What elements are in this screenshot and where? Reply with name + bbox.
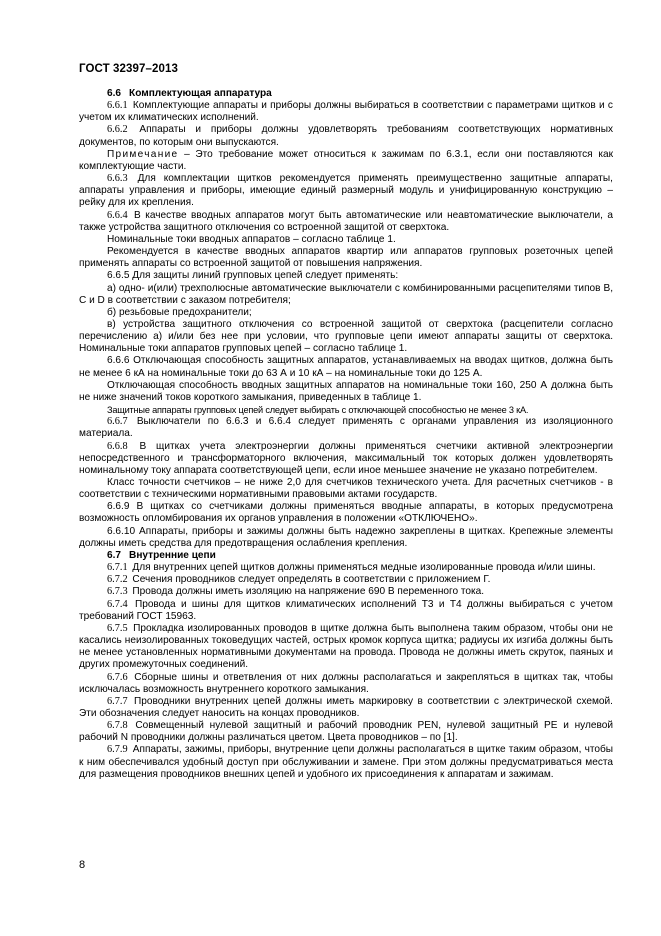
- clause-paragraph: [79, 283, 613, 307]
- clause-text: Комплектующие аппараты и приборы должны выбираться в соответствии с параметрами щитков и с учетом их климатических исполнений.: [79, 100, 613, 124]
- clause-paragraph: [79, 441, 613, 477]
- section-heading: [79, 88, 613, 100]
- clause-text: Для внутренних цепей щитков должны применяться медные изолированные провода и/или шины.: [132, 562, 596, 574]
- note-text: – Это требование может относиться к зажимам по 6.3.1, если они поставляются как комплектующие части.: [79, 148, 613, 172]
- clause-text: Защитные аппараты групповых цепей следует выбирать с отключающей способностью не менее 3 кА.: [107, 405, 529, 416]
- clause-paragraph: [79, 416, 613, 440]
- clause-number: 6.7.9: [107, 744, 128, 756]
- clause-text: Рекомендуется в качестве вводных аппаратов квартир или аппаратов групповых розеточных цепей применять аппараты со встроенной защитой от повышения напряжения.: [79, 246, 613, 270]
- clause-number: 6.7.6: [107, 671, 128, 683]
- clause-text: в) устройства защитного отключения со встроенной защитой от сверхтока (расцепители согласно перечислению а) и/или без нее при условии, что групповые цепи имеют аппараты защиты от сверхтока. Номинальные токи аппаратов групповых цепей – согласно таблице 1.: [79, 318, 613, 355]
- clause-paragraph: [79, 562, 613, 574]
- clause-paragraph: [79, 270, 613, 282]
- clause-text: Совмещенный нулевой защитный и рабочий проводник PEN, нулевой защитный PE и нулевой рабочий N проводники должны различаться цветом. Цвета проводников – по [1].: [79, 720, 613, 744]
- clause-number: 6.6.7: [107, 416, 128, 428]
- clause-text: 6.6.10 Аппараты, приборы и зажимы должны быть надежно закреплены в щитках. Крепежные элементы должны иметь средства для предотвращения ослабления крепления.: [79, 525, 613, 549]
- clause-paragraph: [79, 173, 613, 209]
- clause-text: Для комплектации щитков рекомендуется применять преимущественно защитные аппараты, аппараты управления и приборы, имеющие единый размерный модуль и унифицированную конструкцию – рейку для их крепления.: [79, 173, 613, 209]
- clause-text: Выключатели по 6.6.3 и 6.6.4 следует применять с органами управления из изоляционного материала.: [79, 416, 613, 440]
- note-label: Примечание: [107, 148, 179, 160]
- clause-text: Сечения проводников следует определять в соответствии с приложением Г.: [132, 574, 491, 586]
- clause-paragraph: [79, 574, 613, 586]
- clause-text: Номинальные токи вводных аппаратов – согласно таблице 1.: [107, 233, 396, 245]
- section-number: 6.7: [107, 549, 122, 561]
- clause-number: 6.6.3: [107, 173, 128, 185]
- clause-paragraph: [79, 100, 613, 124]
- clause-paragraph: [79, 586, 613, 598]
- clause-text: Провода и шины для щитков климатических исполнений Т3 и Т4 должны выбираться с учетом требований ГОСТ 15963.: [79, 598, 613, 622]
- clause-paragraph: [79, 210, 613, 234]
- clause-number: 6.6.4: [107, 209, 128, 221]
- page-number: 8: [79, 859, 86, 871]
- clause-paragraph: [79, 319, 613, 355]
- clause-text: 6.6.6 Отключающая способность защитных аппаратов, устанавливаемых на вводах щитков, должна быть не менее 6 кА на номинальные токи до 63 А и 10 кА – на номинальные токи до 125 А.: [79, 355, 613, 379]
- clause-number: 6.6.2: [107, 124, 128, 136]
- clause-paragraph: [79, 355, 613, 379]
- clause-paragraph: [79, 246, 613, 270]
- clause-text: Класс точности счетчиков – не ниже 2,0 для счетчиков технического учета. Для расчетных счетчиков - в соответствии с техническими нормативными правовыми актами государств.: [79, 477, 613, 501]
- clause-text: 6.6.9 В щитках со счетчиками должны применяться вводные аппараты, в которых предусмотрена возможность опломбирования их органов управления в положении «ОТКЛЮЧЕНО».: [79, 501, 613, 525]
- clause-number: 6.7.3: [107, 586, 128, 598]
- clause-paragraph: [79, 672, 613, 696]
- document-header: ГОСТ 32397–2013: [79, 63, 179, 75]
- clause-text: 6.6.5 Для защиты линий групповых цепей следует применять:: [107, 270, 399, 282]
- clause-paragraph: [79, 599, 613, 623]
- clause-number: 6.6.1: [107, 100, 128, 112]
- clause-paragraph: [79, 744, 613, 780]
- clause-number: 6.7.4: [107, 598, 128, 610]
- document-body: [79, 88, 613, 781]
- section-number: 6.6: [107, 88, 122, 99]
- clause-paragraph: [79, 501, 613, 525]
- clause-text: Аппараты и приборы должны удовлетворять требованиям соответствующих нормативных документов, по которым они выпускаются.: [79, 124, 614, 148]
- clause-text: Аппараты, зажимы, приборы, внутренние цепи должны располагаться в щитке таким образом, чтобы к ним обеспечивался удобный доступ при обслуживании и замене. При этом должны предусматриваться места для размещения проводников внешних цепей и удобного их присоединения к аппаратам и зажимам.: [79, 744, 613, 780]
- clause-text: Прокладка изолированных проводов в щитке должна быть выполнена таким образом, чтобы они не касались неизолированных токоведущих частей, острых кромок корпуса щитка; радиусы их изгиба должны быть не менее установленных нормативными документами на провода. Провода не должны иметь скруток, паяных и других промежуточных соединений.: [79, 622, 613, 671]
- clause-paragraph: [79, 696, 613, 720]
- note-paragraph: [79, 149, 613, 173]
- clause-text: В щитках учета электроэнергии должны применяться счетчики активной электроэнергии непосредственного и трансформаторного включения, максимальный ток которых должен удовлетворять номинальному току аппарата соответствующей цепи, если иное меньшее значение не указано потребителем.: [79, 440, 613, 476]
- clause-paragraph: [79, 477, 613, 501]
- clause-number: 6.7.7: [107, 695, 128, 707]
- clause-paragraph: [79, 623, 613, 672]
- clause-number: 6.7.1: [107, 562, 128, 574]
- section-title: Комплектующая аппаратура: [129, 88, 272, 99]
- section-title: Внутренние цепи: [129, 549, 216, 561]
- clause-text: В качестве вводных аппаратов могут быть автоматические или неавтоматические выключатели, а также устройства защитного отключения со встроенной защитой от сверхтока.: [79, 209, 613, 233]
- clause-text: Провода должны иметь изоляцию на напряжение 690 В переменного тока.: [132, 586, 485, 598]
- clause-paragraph: [79, 234, 613, 246]
- clause-paragraph: [79, 526, 613, 550]
- clause-text: Отключающая способность вводных защитных аппаратов на номинальные токи 160, 250 А должна быть не ниже значений токов короткого замыкания, приведенных в таблице 1.: [79, 379, 613, 403]
- section-heading: [79, 550, 613, 562]
- clause-number: 6.7.8: [107, 720, 128, 732]
- clause-text: Сборные шины и ответвления от них должны располагаться и закрепляться в щитках так, чтобы исключалась возможность внутреннего короткого замыкания.: [79, 671, 613, 695]
- clause-paragraph: [79, 307, 613, 319]
- clause-text: б) резьбовые предохранители;: [107, 306, 252, 318]
- clause-text: а) одно- и(или) трехполюсные автоматические выключатели с комбинированными расцепителями типов В, С и D в соответствии с заказом потребителя;: [79, 282, 613, 306]
- clause-paragraph: [79, 720, 613, 744]
- clause-paragraph: [79, 404, 613, 416]
- clause-number: 6.6.8: [107, 440, 128, 452]
- clause-paragraph: [79, 124, 613, 148]
- clause-text: Проводники внутренних цепей должны иметь маркировку в соответствии с электрической схемой. Эти обозначения следует наносить на концах проводников.: [79, 695, 613, 719]
- clause-paragraph: [79, 380, 613, 404]
- clause-number: 6.7.5: [107, 622, 128, 634]
- clause-number: 6.7.2: [107, 574, 128, 586]
